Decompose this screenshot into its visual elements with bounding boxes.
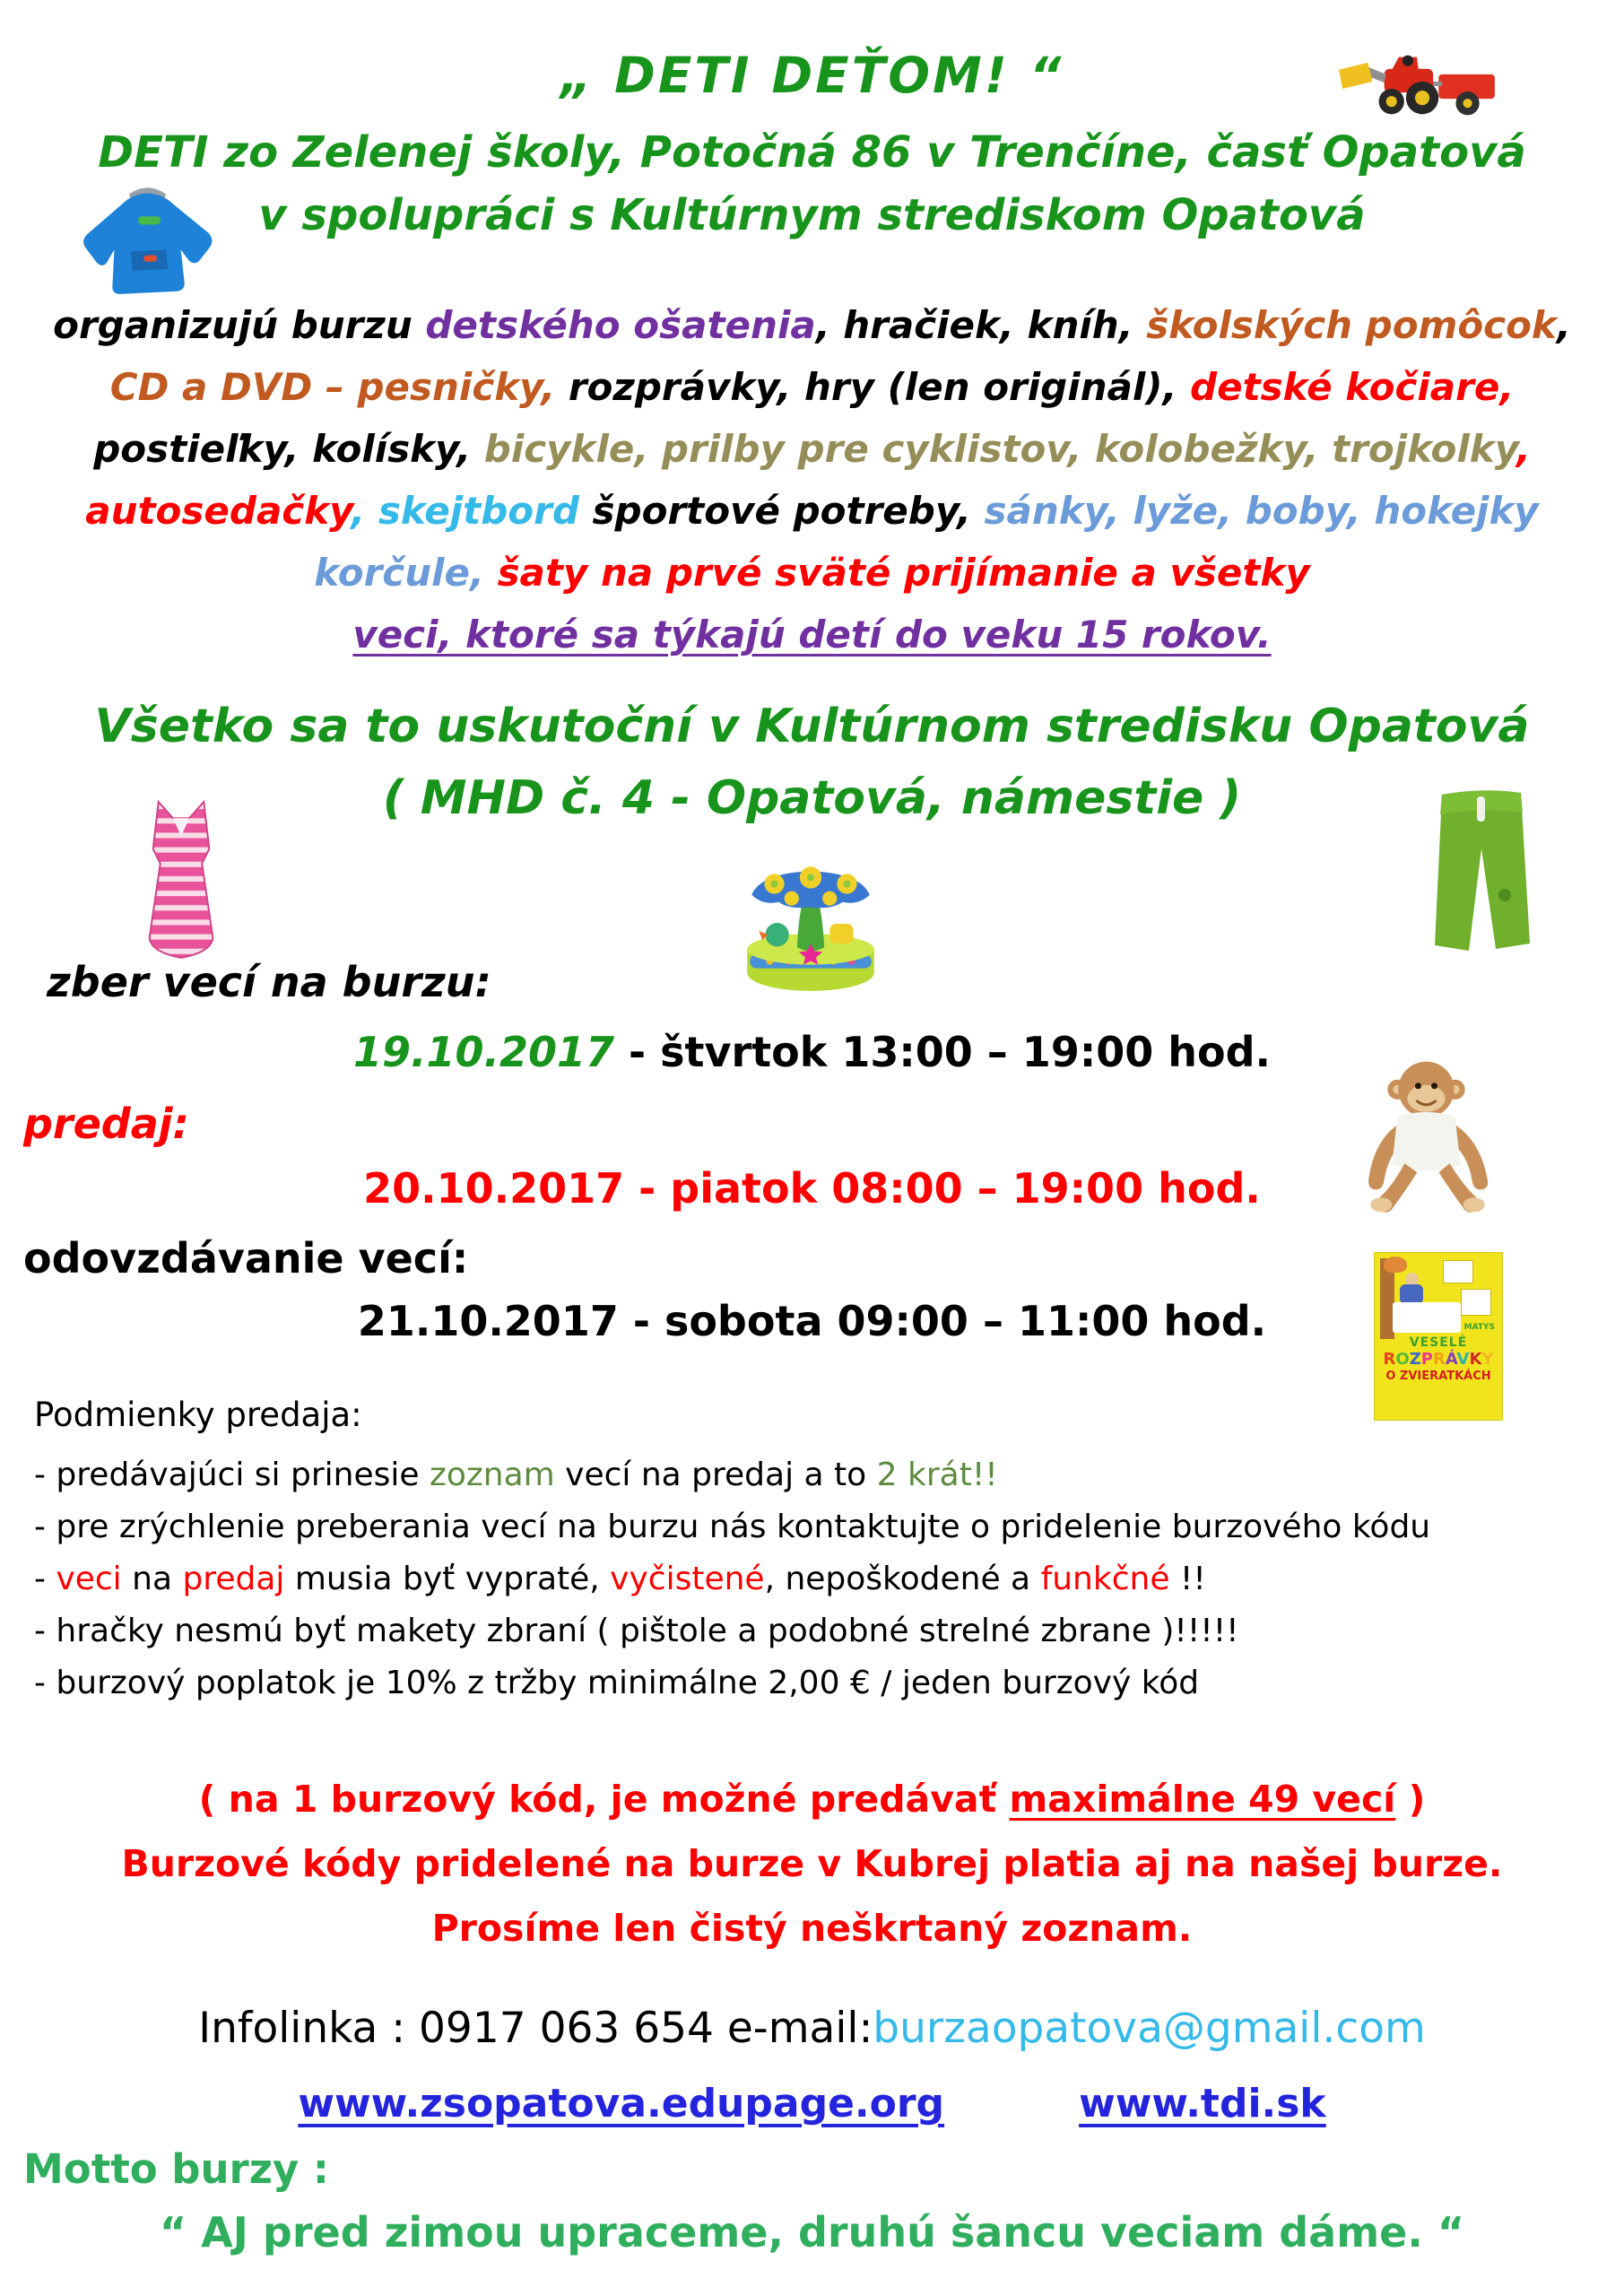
pink-dress-image — [126, 795, 237, 972]
dress-icon — [126, 795, 237, 972]
sale-datetime: 20.10.2017 - piatok 08:00 – 19:00 hod. — [363, 1164, 1261, 1213]
book-publisher: MATYS — [1463, 1323, 1495, 1332]
infoline-label: Infolinka : 0917 063 654 e-mail: — [198, 2004, 873, 2053]
book-picture-shape — [1443, 1260, 1473, 1283]
contact-line — [0, 2004, 1624, 2053]
school-line: DETI zo Zelenej školy, Potočná 86 v Trenčíne, časť Opatová — [98, 127, 1526, 178]
monkey-icon — [1334, 1051, 1528, 1223]
book-table-shape — [1393, 1302, 1461, 1333]
intro-line-3: postieľky, kolísky, bicykle, prilby pre cyklistov, kolobežky, trojkolky, — [93, 427, 1531, 471]
venue-line: Všetko sa to uskutoční v Kultúrnom stredisku Opatová — [94, 700, 1530, 753]
intro-paragraph — [49, 294, 1575, 665]
tractor-icon — [1332, 49, 1504, 125]
condition-item: - burzový poplatok je 10% z tržby minimálne 2,00 € / jeden burzový kód — [34, 1665, 1200, 1701]
return-datetime: 21.10.2017 - sobota 09:00 – 11:00 hod. — [357, 1297, 1267, 1345]
toy-tractor-image — [1332, 49, 1504, 125]
motto-text: “ AJ pred zimou upraceme, druhú šancu veciam dáme. “ — [159, 2208, 1465, 2257]
cooperation-line: v spolupráci s Kultúrnym strediskom Opatová — [258, 190, 1366, 240]
plush-monkey-image — [1334, 1051, 1528, 1223]
condition-item: - pre zrýchlenie preberania vecí na burzu nás kontaktujte o pridelenie burzového kódu — [34, 1509, 1431, 1545]
condition-item: - veci na predaj musia byť vypraté, vyčistené, nepoškodené a funkčné !! — [34, 1561, 1206, 1597]
condition-item: - hračky nesmú byť makety zbraní ( pištole a podobné strelné zbrane )!!!!! — [34, 1613, 1239, 1649]
blue-hoodie-image — [74, 179, 221, 300]
book-title-line2: ROZPRÁVKY — [1383, 1350, 1494, 1369]
return-label: odovzdávanie vecí: — [23, 1234, 469, 1283]
hoodie-icon — [74, 179, 221, 300]
book-child-body-shape — [1400, 1284, 1423, 1304]
carousel-toy-image — [734, 847, 888, 996]
intro-line-4: autosedačky, skejtbord športové potreby, sánky, lyže, boby, hokejky — [85, 489, 1539, 533]
venue-transport-line: ( MHD č. 4 - Opatová, námestie ) — [382, 771, 1242, 825]
intro-line-6: veci, ktoré sa týkajú detí do veku 15 rokov. — [352, 613, 1272, 657]
tdi-website-link[interactable]: www.tdi.sk — [1079, 2081, 1326, 2126]
intro-line-2: CD a DVD – pesničky, rozprávky, hry (len originál), detské kočiare, — [109, 365, 1515, 409]
school-website-link[interactable]: www.zsopatova.edupage.org — [298, 2081, 945, 2126]
sale-label: predaj: — [23, 1100, 189, 1148]
intro-line-1: organizujú burzu detského ošatenia, hračiek, kníh, školských pomôcok, — [53, 303, 1571, 347]
condition-item: - predávajúci si prinesie zoznam vecí na predaj a to 2 krát!! — [34, 1457, 998, 1493]
collection-label: zber vecí na burzu: — [47, 958, 491, 1006]
book-cover-image — [1374, 1252, 1503, 1421]
note-clean-list: Prosíme len čistý neškrtaný zoznam. — [431, 1907, 1193, 1950]
note-max-items: ( na 1 burzový kód, je možné predávať maximálne 49 vecí ) — [198, 1778, 1426, 1821]
note-kubra-codes: Burzové kódy pridelené na burze v Kubrej platia aj na našej burze. — [121, 1842, 1503, 1885]
page-title: „ DETI DEŤOM! “ — [560, 47, 1064, 104]
conditions-list — [34, 1449, 1594, 1709]
website-links — [0, 2081, 1624, 2126]
carousel-icon — [734, 847, 888, 996]
motto-label: Motto burzy : — [23, 2145, 329, 2193]
book-picture-shape — [1461, 1289, 1491, 1316]
book-cat-shape — [1384, 1257, 1407, 1273]
conditions-heading: Podmienky predaja: — [34, 1396, 362, 1434]
email-link[interactable]: burzaopatova@gmail.com — [873, 2004, 1426, 2053]
collection-datetime: 19.10.2017 - štvrtok 13:00 – 19:00 hod. — [352, 1028, 1272, 1076]
book-title-line3: O ZVIERATKÁCH — [1385, 1370, 1491, 1383]
book-title-line1: VESELÉ — [1409, 1335, 1468, 1350]
green-pants-image — [1421, 786, 1541, 956]
intro-line-5: korčule, šaty na prvé sväté prijímanie a všetky — [314, 551, 1310, 595]
pants-icon — [1421, 786, 1541, 956]
